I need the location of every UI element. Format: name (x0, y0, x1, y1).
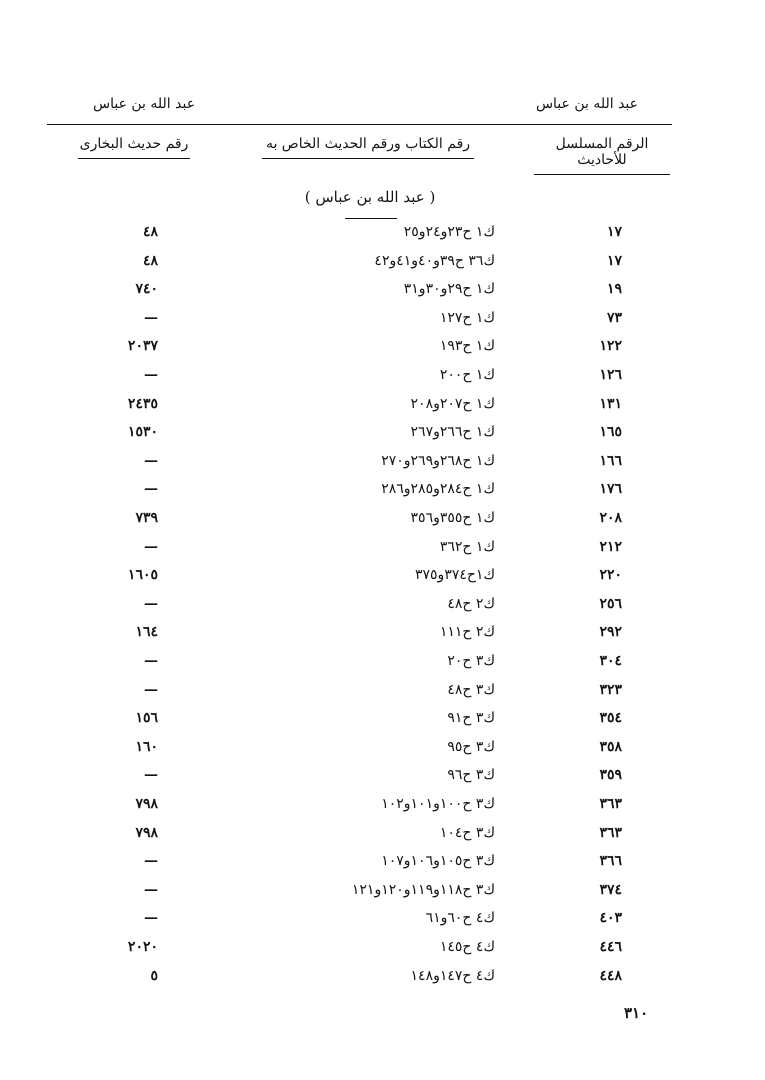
bukhari-cell: ٧٩٨ (135, 796, 158, 812)
book-ref-cell: ك٣ ح٢٠ (447, 653, 495, 669)
table-row (0, 796, 765, 825)
serial-cell: ١٩ (606, 281, 622, 298)
book-ref-cell: ك٣ ح٩٥ (447, 738, 495, 755)
header-rule (47, 124, 672, 125)
table-row (0, 539, 765, 568)
book-ref-cell: ك١ ح١٩٣ (439, 338, 495, 355)
book-ref-cell: ك١ ح٣٥٥و٣٥٦ (410, 510, 495, 526)
serial-cell: ٢٩٢ (599, 624, 622, 641)
bukhari-cell: ٥ (150, 967, 158, 984)
book-ref-cell: ك٤ ح١٤٧و١٤٨ (410, 967, 495, 984)
table-row (0, 281, 765, 310)
table-row (0, 367, 765, 396)
book-ref-cell: ك١ ح٢٦٦و٢٦٧ (410, 424, 495, 441)
column-header-book-ref (262, 136, 474, 159)
serial-cell: ٣٠٤ (599, 653, 622, 669)
serial-cell: ٣٥٨ (599, 738, 622, 755)
book-ref-cell: ك٢ ح٤٨ (447, 595, 495, 612)
bukhari-cell: — (144, 681, 158, 698)
serial-cell: ١٣١ (599, 395, 622, 412)
table-row (0, 882, 765, 911)
bukhari-cell: — (144, 767, 158, 784)
table-row (0, 510, 765, 539)
serial-cell: ٣٦٣ (599, 796, 622, 812)
table-row (0, 624, 765, 653)
serial-cell: ٤٤٦ (599, 939, 622, 955)
column-header-serial-underline (534, 174, 670, 175)
book-ref-cell: ك٣ ح٩٦ (447, 767, 495, 784)
bukhari-cell: — (144, 367, 158, 383)
table-row (0, 853, 765, 882)
bukhari-cell: ٢٤٣٥ (127, 395, 158, 412)
bukhari-cell: ٤٨ (142, 224, 158, 240)
table-row (0, 453, 765, 482)
table-row (0, 710, 765, 739)
section-title-rule (345, 218, 397, 219)
serial-cell: ٧٣ (606, 309, 622, 326)
serial-cell: ٣٢٣ (599, 681, 622, 698)
book-ref-cell: ك١ ح١٢٧ (439, 309, 495, 326)
table-row (0, 767, 765, 796)
serial-cell: ٣٧٤ (599, 881, 622, 898)
bukhari-cell: — (144, 910, 158, 927)
serial-cell: ٤٠٣ (599, 910, 622, 927)
table-row (0, 424, 765, 453)
book-ref-cell: ك١ ح٣٦٢ (439, 538, 495, 555)
table-row (0, 739, 765, 768)
book-ref-cell: ك٤ ح٦٠و٦١ (425, 910, 495, 927)
table-row (0, 682, 765, 711)
table-row (0, 968, 765, 997)
running-header-left: عبد الله بن عباس (93, 96, 196, 112)
bukhari-cell: — (144, 881, 158, 898)
column-header-book-ref-label: رقم الكتاب ورقم الحديث الخاص به (265, 136, 471, 152)
serial-cell: ١٢٢ (599, 338, 622, 355)
table-row (0, 224, 765, 253)
serial-cell: ٢٥٦ (599, 595, 622, 612)
table-row (0, 253, 765, 282)
book-ref-cell: ك١ ح٢٩و٣٠و٣١ (403, 281, 495, 298)
table-row (0, 653, 765, 682)
table-row (0, 825, 765, 854)
serial-cell: ٣٥٤ (599, 710, 622, 727)
column-header-book-ref-underline (262, 158, 474, 159)
section-title: ( عبد الله بن عباس ) (304, 188, 436, 206)
column-header-bukhari (78, 136, 190, 159)
book-ref-cell: ك١ ح٢٠٧و٢٠٨ (410, 395, 495, 412)
book-ref-cell: ك٢ ح١١١ (439, 624, 495, 641)
page-number: ٣١٠ (624, 1004, 649, 1022)
table-row (0, 939, 765, 968)
table-row (0, 910, 765, 939)
table-row (0, 310, 765, 339)
bukhari-cell: — (144, 853, 158, 870)
serial-cell: ١٧ (606, 252, 622, 269)
serial-cell: ٣٦٦ (599, 853, 622, 870)
table-row (0, 567, 765, 596)
bukhari-cell: — (144, 309, 158, 326)
serial-cell: ١٧٦ (599, 481, 622, 498)
column-header-bukhari-underline (78, 158, 190, 159)
serial-cell: ٣٦٣ (599, 824, 622, 841)
table-row (0, 481, 765, 510)
bukhari-cell: ٢٠٢٠ (127, 939, 158, 955)
serial-cell: ٢١٢ (599, 538, 622, 555)
book-ref-cell: ك١ ح٢٠٠ (439, 367, 495, 383)
book-ref-cell: ك٣ ح٤٨ (447, 681, 495, 698)
book-ref-cell: ك١ ح٢٨٤و٢٨٥و٢٨٦ (381, 481, 495, 498)
column-header-serial (534, 136, 670, 175)
bukhari-cell: — (144, 452, 158, 469)
bukhari-cell: ٤٨ (142, 252, 158, 269)
column-header-serial-label: الرقم المسلسل للأحاديث (555, 136, 649, 168)
bukhari-cell: ١٦٠ (135, 738, 158, 755)
serial-cell: ٣٥٩ (599, 767, 622, 784)
serial-cell: ١٧ (606, 224, 622, 240)
book-ref-cell: ك٣ ح١٠٠و١٠١و١٠٢ (381, 796, 495, 812)
table-row (0, 396, 765, 425)
bukhari-cell: — (144, 481, 158, 498)
serial-cell: ١٦٥ (599, 424, 622, 441)
serial-cell: ٢٢٠ (599, 567, 622, 584)
bukhari-cell: ١٥٦ (135, 710, 158, 727)
book-ref-cell: ك١ح٣٧٤و٣٧٥ (414, 567, 495, 584)
bukhari-cell: ٢٠٣٧ (127, 338, 158, 355)
bukhari-cell: ١٦٠٥ (127, 567, 158, 584)
bukhari-cell: ٧٩٨ (135, 824, 158, 841)
table-row (0, 338, 765, 367)
column-header-bukhari-label: رقم حديث البخارى (79, 136, 189, 152)
book-ref-cell: ك٣ ح١٠٤ (439, 824, 495, 841)
book-ref-cell: ك١ ح٢٦٨و٢٦٩و٢٧٠ (381, 452, 495, 469)
book-ref-cell: ك٣ ح٩١ (447, 710, 495, 727)
bukhari-cell: ١٦٤ (135, 624, 158, 641)
bukhari-cell: ١٥٣٠ (127, 424, 158, 441)
running-header-right: عبد الله بن عباس (535, 96, 638, 112)
serial-cell: ٢٠٨ (599, 510, 622, 526)
book-ref-cell: ك٣٦ ح٣٩و٤٠و٤١و٤٢ (374, 252, 495, 269)
book-ref-cell: ك٣ ح١١٨و١١٩و١٢٠و١٢١ (351, 881, 495, 898)
serial-cell: ٤٤٨ (599, 967, 622, 984)
book-ref-cell: ك٤ ح١٤٥ (439, 939, 495, 955)
book-ref-cell: ك٣ ح١٠٥و١٠٦و١٠٧ (381, 853, 495, 870)
bukhari-cell: — (144, 653, 158, 669)
bukhari-cell: — (144, 538, 158, 555)
table-row (0, 596, 765, 625)
bukhari-cell: — (144, 595, 158, 612)
serial-cell: ١٦٦ (599, 452, 622, 469)
bukhari-cell: ٧٤٠ (135, 281, 158, 298)
book-ref-cell: ك١ ح٢٣و٢٤و٢٥ (403, 224, 495, 240)
serial-cell: ١٢٦ (599, 367, 622, 383)
bukhari-cell: ٧٣٩ (135, 510, 158, 526)
